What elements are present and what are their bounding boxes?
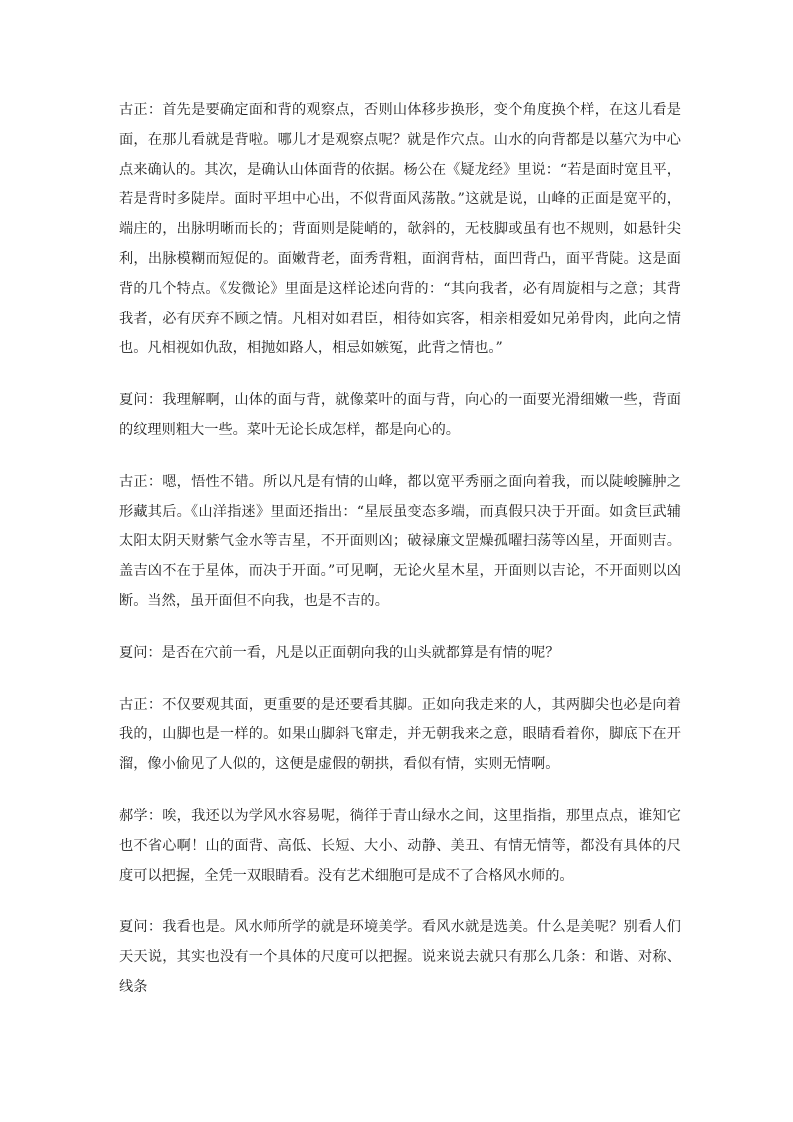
paragraph-xia-wen-environment-aesthetics: 夏问：我看也是。风水师所学的就是环境美学。看风水就是选美。什么是美呢？别看人们天天说，其实也没有一个具体的尺度可以把握。说来说去就只有那么几条：和谐、对称、线条 <box>119 919 681 995</box>
paragraph-hao-xue-art-sense: 郝学：唉，我还以为学风水容易呢，徜徉于青山绿水之间，这里指指，那里点点，谁知它也不省心啊！山的面背、高低、长短、大小、动静、美丑、有情无情等，都没有具体的尺度可以把握，全凭一双眼睛看。没有艺术细胞可是成不了合格风水师的。 <box>119 807 681 884</box>
paragraph-xia-wen-question: 夏问：是否在穴前一看，凡是以正面朝向我的山头就都算是有情的呢？ <box>119 644 560 661</box>
paragraph-gu-zheng-facing-and-back: 古正：首先是要确定面和背的观察点，否则山体移步换形，变个角度换个样，在这儿看是面，在那儿看就是背啦。哪儿才是观察点呢？就是作穴点。山水的向背都是以墓穴为中心点来确认的。其次，是确认山体面背的依据。杨公在《疑龙经》里说：“若是面时宽且平，若是背时多陡岸。面时平坦中心出，不似背面风荡散。”这就是说，山峰的正面是宽平的，端庄的，出脉明晰而长的；背面则是陡峭的，欹斜的，无枝脚或虽有也不规则，如悬针尖利，出脉模糊而短促的。面嫩背老，面秀背粗，面润背枯，面凹背凸，面平背陡。这是面背的几个特点。《发微论》里面是这样论述向背的：“其向我者，必有周旋相与之意；其背我者，必有厌弃不顾之情。凡相对如君臣，相待如宾客，相亲相爱如兄弟骨肉，此向之情也。凡相视如仇敌，相抛如路人，相忌如嫉冤，此背之情也。” <box>119 102 681 357</box>
paragraph-xia-wen-vegetable-leaf: 夏问：我理解啊，山体的面与背，就像菜叶的面与背，向心的一面要光滑细嫩一些，背面的纹理则粗大一些。菜叶无论长成怎样，都是向心的。 <box>119 392 681 438</box>
paragraph-gu-zheng-mountain-foot: 古正：不仅要观其面，更重要的是还要看其脚。正如向我走来的人，其两脚尖也必是向着我的，山脚也是一样的。如果山脚斜飞窜走，并无朝我来之意，眼睛看着你，脚底下在开溜，像小偷见了人似的，这便是虚假的朝拱，看似有情，实则无情啊。 <box>119 696 681 773</box>
document-page <box>119 96 681 1003</box>
paragraph-gu-zheng-open-face: 古正：嗯，悟性不错。所以凡是有情的山峰，都以宽平秀丽之面向着我，而以陡峻臃肿之形藏其后。《山洋指迷》里面还指出：“星辰虽变态多端，而真假只决于开面。如贪巨武辅太阳太阴天财紫气金水等吉星，不开面则凶；破禄廉文罡燥孤曜扫荡等凶星，开面则吉。盖吉凶不在于星体，而决于开面。”可见啊，无论火星木星，开面则以吉论，不开面则以凶断。当然，虽开面但不向我，也是不吉的。 <box>119 473 681 609</box>
